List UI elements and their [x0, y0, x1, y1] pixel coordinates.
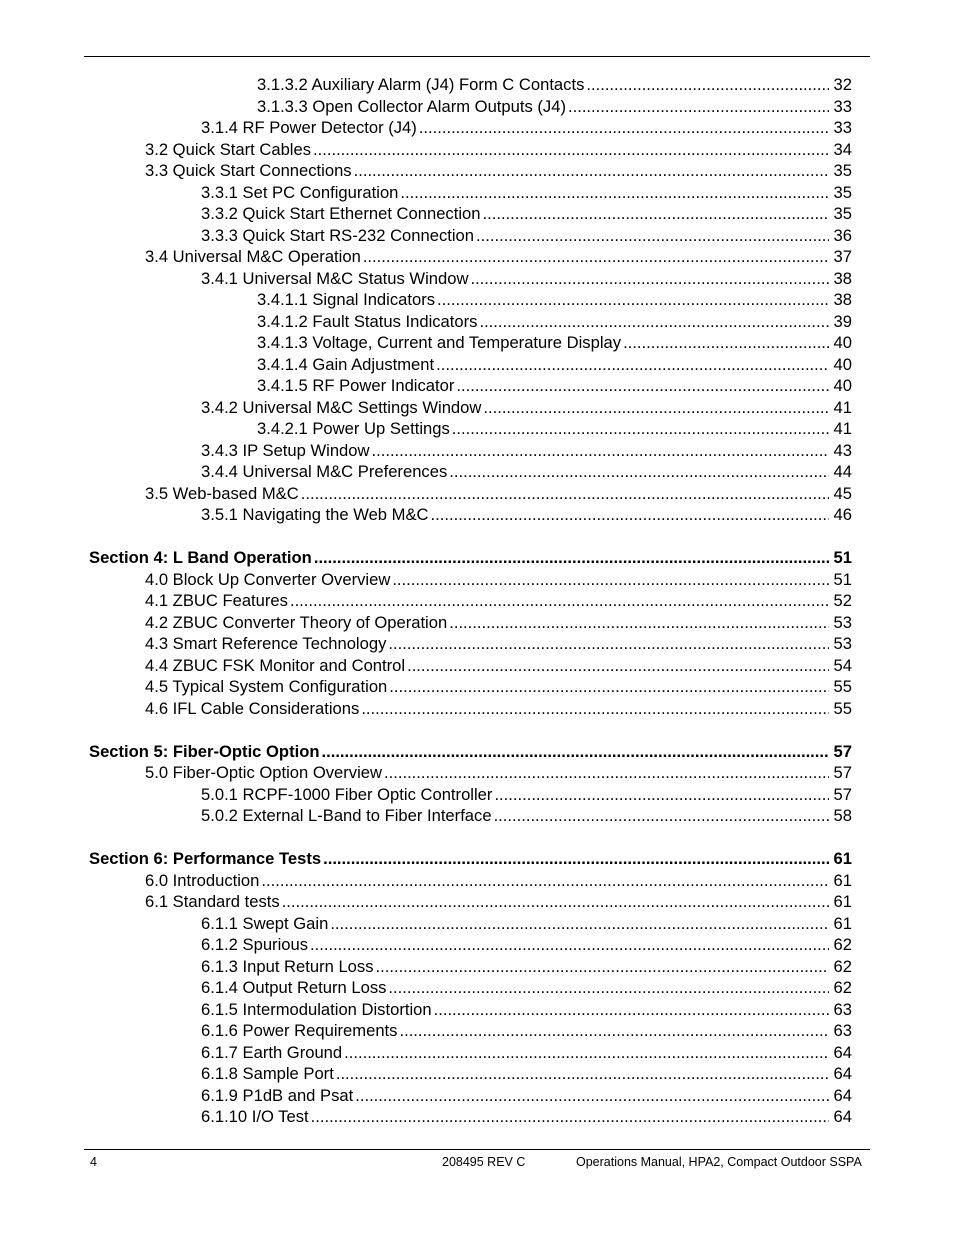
- toc-entry-label: 4.4 ZBUC FSK Monitor and Control: [145, 655, 406, 675]
- toc-entry[interactable]: [0, 225, 954, 247]
- toc-entry-label: 4.1 ZBUC Features: [145, 591, 288, 610]
- toc-entry-page: 55: [833, 677, 852, 696]
- toc-entry-page: 57: [833, 741, 852, 761]
- toc-entry[interactable]: [0, 1085, 954, 1107]
- toc-entry[interactable]: [0, 203, 954, 225]
- toc-entry-page: 53: [833, 634, 852, 653]
- toc-entry-page: 33: [833, 118, 852, 137]
- toc-entry[interactable]: [0, 268, 954, 290]
- toc-entry-page: 41: [833, 419, 852, 438]
- toc-entry-label: 3.5 Web-based M&C: [145, 483, 299, 503]
- toc-dot-leader: [431, 504, 829, 526]
- toc-dot-leader: [419, 117, 829, 139]
- toc-entry-page: 54: [833, 655, 852, 675]
- footer-doc-title: Operations Manual, HPA2, Compact Outdoor SSPA: [576, 1155, 862, 1169]
- toc-dot-leader: [470, 268, 829, 290]
- toc-entry-label: 3.1.3.3 Open Collector Alarm Outputs (J4): [257, 96, 566, 116]
- toc-entry[interactable]: [0, 117, 954, 139]
- toc-dot-leader: [361, 698, 829, 720]
- toc-entry[interactable]: [0, 139, 954, 161]
- toc-entry-label: 3.4.3 IP Setup Window: [201, 440, 370, 460]
- toc-entry-page: 37: [833, 247, 852, 266]
- toc-dot-leader: [476, 225, 829, 247]
- toc-entry[interactable]: [0, 569, 954, 591]
- toc-dot-leader: [323, 848, 829, 870]
- toc-entry-label: 3.4 Universal M&C Operation: [145, 247, 361, 266]
- toc-entry-page: 55: [833, 698, 852, 718]
- toc-entry-label: 6.1.4 Output Return Loss: [201, 978, 387, 997]
- toc-entry-label: 6.1 Standard tests: [145, 892, 280, 911]
- toc-entry[interactable]: [0, 1063, 954, 1085]
- toc-entry-page: 51: [833, 548, 852, 567]
- toc-entry[interactable]: [0, 182, 954, 204]
- toc-dot-leader: [399, 1020, 829, 1042]
- toc-entry-label: 6.0 Introduction: [145, 870, 260, 890]
- toc-entry-page: 45: [833, 483, 852, 503]
- toc-dot-leader: [449, 461, 829, 483]
- toc-entry[interactable]: [0, 1042, 954, 1064]
- toc-entry[interactable]: [0, 74, 954, 96]
- toc-entry-label: 4.2 ZBUC Converter Theory of Operation: [145, 612, 448, 632]
- toc-entry-label: Section 6: Performance Tests: [89, 849, 322, 868]
- toc-entry[interactable]: [0, 160, 954, 182]
- toc-entry-page: 35: [833, 204, 852, 223]
- toc-dot-leader: [354, 160, 829, 182]
- toc-entry-label: 6.1.5 Intermodulation Distortion: [201, 999, 432, 1019]
- toc-entry-page: 32: [833, 75, 852, 94]
- toc-entry-page: 43: [833, 440, 852, 460]
- toc-dot-leader: [434, 999, 829, 1021]
- toc-entry-label: 3.4.1.4 Gain Adjustment: [257, 354, 435, 374]
- toc-entry[interactable]: [0, 784, 954, 806]
- header-rule: [84, 56, 870, 57]
- toc-dot-leader: [568, 96, 829, 118]
- toc-dot-leader: [392, 569, 829, 591]
- toc-entry[interactable]: [0, 96, 954, 118]
- toc-entry-page: 61: [833, 849, 852, 868]
- toc-dot-leader: [376, 956, 829, 978]
- toc-entry-label: 5.0.2 External L-Band to Fiber Interface: [201, 806, 492, 825]
- toc-entry-label: 6.1.8 Sample Port: [201, 1064, 334, 1083]
- toc-entry-page: 38: [833, 290, 852, 309]
- toc-entry-label: 6.1.9 P1dB and Psat: [201, 1085, 354, 1105]
- toc-entry[interactable]: [0, 440, 954, 462]
- toc-entry-label: 3.2 Quick Start Cables: [145, 139, 312, 159]
- toc-entry-label: 3.4.1.2 Fault Status Indicators: [257, 311, 478, 331]
- toc-entry-label: 3.4.1.1 Signal Indicators: [257, 290, 436, 309]
- toc-dot-leader: [388, 977, 829, 999]
- toc-entry-label: 5.0 Fiber-Optic Option Overview: [145, 763, 383, 782]
- toc-entry-page: 58: [833, 806, 852, 825]
- toc-dot-leader: [483, 397, 829, 419]
- toc-dot-leader: [479, 311, 829, 333]
- toc-entry-page: 62: [833, 978, 852, 997]
- toc-entry-page: 64: [833, 1107, 852, 1126]
- toc-dot-leader: [321, 741, 829, 763]
- toc-entry-label: 3.4.2.1 Power Up Settings: [257, 419, 450, 438]
- toc-entry[interactable]: [0, 913, 954, 935]
- toc-entry-page: 35: [833, 182, 852, 202]
- toc-dot-leader: [389, 676, 829, 698]
- toc-dot-leader: [344, 1042, 829, 1064]
- toc-entry-page: 61: [833, 892, 852, 911]
- toc-entry-page: 62: [833, 935, 852, 954]
- toc-dot-leader: [355, 1085, 829, 1107]
- toc-entry-label: 4.3 Smart Reference Technology: [145, 634, 387, 653]
- toc-entry-page: 64: [833, 1064, 852, 1083]
- toc-entry-label: 6.1.2 Spurious: [201, 935, 309, 954]
- toc-entry-page: 46: [833, 505, 852, 524]
- toc-entry-label: 3.3 Quick Start Connections: [145, 161, 352, 180]
- toc-entry[interactable]: [0, 612, 954, 634]
- toc-entry-page: 40: [833, 376, 852, 395]
- toc-section-heading[interactable]: [0, 848, 954, 870]
- toc-dot-leader: [449, 612, 829, 634]
- toc-entry-page: 53: [833, 612, 852, 632]
- toc-entry[interactable]: [0, 977, 954, 999]
- toc-dot-leader: [623, 332, 829, 354]
- toc-entry-page: 62: [833, 956, 852, 976]
- toc-entry[interactable]: [0, 483, 954, 505]
- footer-rule: [84, 1149, 870, 1150]
- toc-entry-page: 34: [833, 139, 852, 159]
- toc-dot-leader: [407, 655, 829, 677]
- toc-dot-leader: [388, 633, 829, 655]
- toc-entry-label: 3.4.1 Universal M&C Status Window: [201, 268, 469, 288]
- toc-dot-leader: [290, 590, 829, 612]
- toc-entry-label: 3.1.4 RF Power Detector (J4): [201, 118, 417, 137]
- toc-entry-page: 61: [833, 870, 852, 890]
- toc-entry-label: 6.1.7 Earth Ground: [201, 1042, 343, 1062]
- toc-dot-leader: [483, 203, 830, 225]
- toc-entry-page: 38: [833, 268, 852, 288]
- toc-dot-leader: [301, 483, 829, 505]
- toc-entry-label: Section 5: Fiber-Optic Option: [89, 741, 320, 761]
- toc-entry-label: 4.0 Block Up Converter Overview: [145, 569, 391, 589]
- toc-entry-page: 57: [833, 784, 852, 804]
- toc-entry-label: 3.3.2 Quick Start Ethernet Connection: [201, 204, 481, 223]
- toc-dot-leader: [330, 913, 829, 935]
- toc-entry[interactable]: [0, 934, 954, 956]
- toc-dot-leader: [437, 289, 829, 311]
- toc-entry[interactable]: [0, 956, 954, 978]
- toc-section-heading[interactable]: [0, 741, 954, 763]
- toc-entry-label: 3.3.1 Set PC Configuration: [201, 182, 399, 202]
- toc-entry[interactable]: [0, 1106, 954, 1128]
- footer-page-number: 4: [90, 1155, 97, 1169]
- toc-entry[interactable]: [0, 461, 954, 483]
- toc-entry-label: 6.1.6 Power Requirements: [201, 1021, 398, 1040]
- toc-entry-page: 41: [833, 397, 852, 417]
- toc-entry[interactable]: [0, 504, 954, 526]
- toc-entry-label: 3.4.2 Universal M&C Settings Window: [201, 397, 482, 417]
- toc-entry[interactable]: [0, 289, 954, 311]
- toc-dot-leader: [372, 440, 830, 462]
- toc-entry-label: 4.5 Typical System Configuration: [145, 677, 388, 696]
- toc-dot-leader: [314, 547, 829, 569]
- toc-entry-label: 3.3.3 Quick Start RS-232 Connection: [201, 225, 475, 245]
- toc-entry-page: 57: [833, 763, 852, 782]
- toc-dot-leader: [336, 1063, 829, 1085]
- toc-entry-label: 3.4.4 Universal M&C Preferences: [201, 462, 448, 481]
- toc-entry-page: 40: [833, 354, 852, 374]
- toc-dot-leader: [363, 246, 829, 268]
- toc-dot-leader: [282, 891, 829, 913]
- toc-entry-page: 64: [833, 1085, 852, 1105]
- toc-dot-leader: [313, 139, 829, 161]
- toc-entry[interactable]: [0, 418, 954, 440]
- toc-entry[interactable]: [0, 633, 954, 655]
- toc-entry-label: 3.5.1 Navigating the Web M&C: [201, 505, 429, 524]
- toc-entry-label: 6.1.3 Input Return Loss: [201, 956, 374, 976]
- toc-dot-leader: [400, 182, 829, 204]
- toc-entry-page: 51: [833, 569, 852, 589]
- toc-entry-page: 52: [833, 591, 852, 610]
- toc-section-heading[interactable]: [0, 547, 954, 569]
- toc-dot-leader: [452, 418, 829, 440]
- toc-entry-label: 3.4.1.5 RF Power Indicator: [257, 376, 455, 395]
- toc-dot-leader: [384, 762, 829, 784]
- toc-entry-label: 3.1.3.2 Auxiliary Alarm (J4) Form C Contacts: [257, 75, 585, 94]
- toc-entry[interactable]: [0, 1020, 954, 1042]
- toc-entry-page: 40: [833, 333, 852, 352]
- toc-dot-leader: [310, 934, 829, 956]
- toc-entry-label: 6.1.1 Swept Gain: [201, 913, 329, 933]
- toc-entry[interactable]: [0, 354, 954, 376]
- toc-entry[interactable]: [0, 805, 954, 827]
- toc-entry[interactable]: [0, 246, 954, 268]
- toc-entry-page: 63: [833, 999, 852, 1019]
- toc-entry-label: 3.4.1.3 Voltage, Current and Temperature Display: [257, 333, 622, 352]
- toc-entry[interactable]: [0, 655, 954, 677]
- toc-entry-label: 4.6 IFL Cable Considerations: [145, 698, 360, 718]
- toc-entry[interactable]: [0, 891, 954, 913]
- toc-entry-page: 61: [833, 913, 852, 933]
- toc-dot-leader: [261, 870, 829, 892]
- toc-dot-leader: [586, 74, 829, 96]
- toc-entry-page: 64: [833, 1042, 852, 1062]
- toc-entry[interactable]: [0, 762, 954, 784]
- toc-entry-page: 39: [833, 311, 852, 331]
- toc-dot-leader: [436, 354, 829, 376]
- toc-dot-leader: [494, 805, 829, 827]
- toc-entry[interactable]: [0, 397, 954, 419]
- toc-entry-page: 35: [833, 161, 852, 180]
- toc-dot-leader: [456, 375, 829, 397]
- toc-entry[interactable]: [0, 375, 954, 397]
- toc-dot-leader: [494, 784, 829, 806]
- toc-entry[interactable]: [0, 311, 954, 333]
- toc-entry-label: 6.1.10 I/O Test: [201, 1107, 309, 1126]
- toc-entry[interactable]: [0, 870, 954, 892]
- toc-entry-label: 5.0.1 RCPF-1000 Fiber Optic Controller: [201, 784, 493, 804]
- toc-entry-page: 44: [833, 462, 852, 481]
- toc-entry[interactable]: [0, 676, 954, 698]
- toc-entry[interactable]: [0, 999, 954, 1021]
- toc-dot-leader: [311, 1106, 829, 1128]
- toc-entry-page: 36: [833, 225, 852, 245]
- toc-entry-page: 33: [833, 96, 852, 116]
- toc-entry[interactable]: [0, 332, 954, 354]
- toc-entry-label: Section 4: L Band Operation: [89, 548, 312, 567]
- footer-doc-number: 208495 REV C: [442, 1155, 526, 1169]
- toc-entry[interactable]: [0, 590, 954, 612]
- toc-entry[interactable]: [0, 698, 954, 720]
- toc-entry-page: 63: [833, 1021, 852, 1040]
